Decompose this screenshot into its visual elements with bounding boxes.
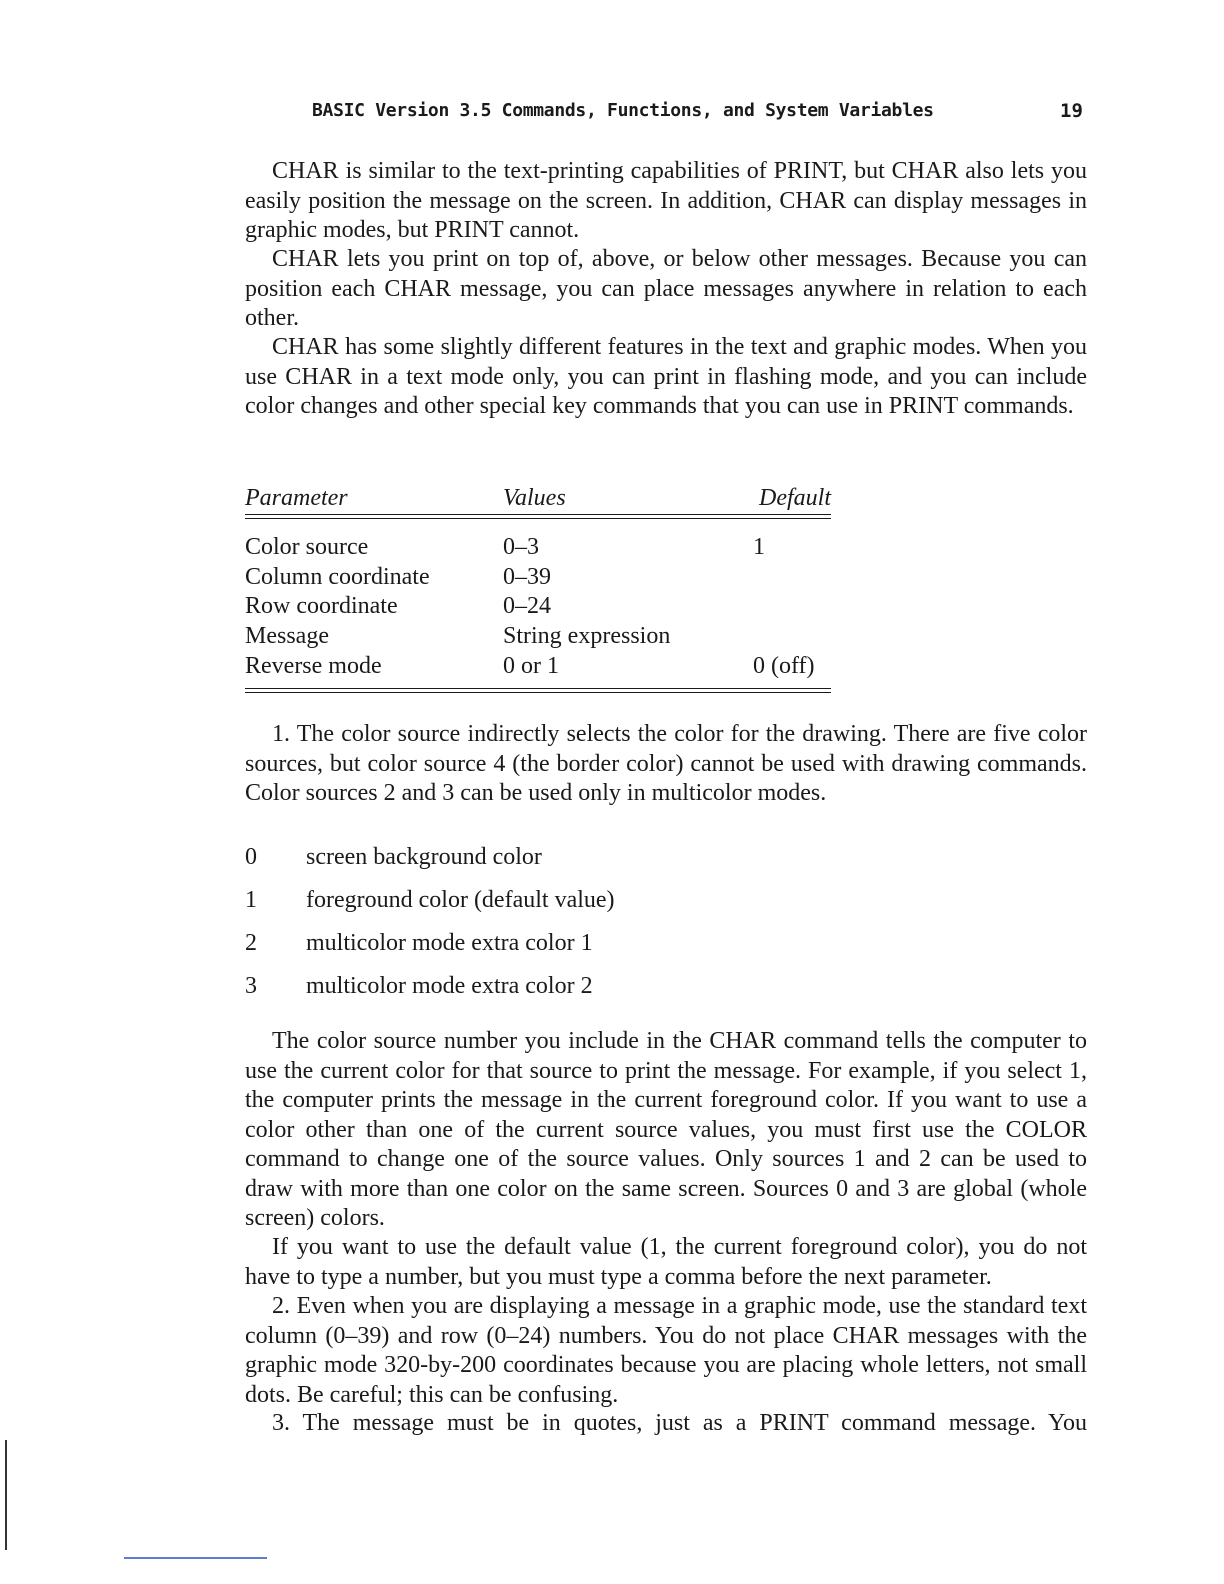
- table-header-row: [245, 478, 831, 515]
- cell-values: 0–3: [503, 534, 539, 561]
- cell-parameter: Message: [245, 623, 329, 650]
- color-source-number: 3: [245, 973, 257, 999]
- paragraph-char-position: CHAR lets you print on top of, above, or below other messages. Because you can position each CHAR message, you can place messages anywhere in relation to each other.: [245, 246, 1087, 331]
- header-values: Values: [503, 485, 566, 511]
- table-bottom-rule-2: [245, 692, 831, 693]
- cell-default: 0 (off): [753, 652, 815, 679]
- running-header: BASIC Version 3.5 Commands, Functions, and System Variables: [312, 100, 934, 121]
- note-3-message-quotes: 3. The message must be in quotes, just as a PRINT command message. You: [272, 1410, 1087, 1436]
- header-default: Default: [759, 485, 831, 511]
- list-item: [245, 836, 615, 879]
- cell-values: 0–24: [503, 593, 551, 620]
- page-number: 19: [1060, 100, 1083, 122]
- table-bottom-rule: [245, 688, 831, 689]
- color-source-description: multicolor mode extra color 2: [306, 973, 593, 999]
- list-item: [245, 965, 615, 1008]
- cell-parameter: Color source: [245, 534, 369, 561]
- paragraph-char-modes: CHAR has some slightly different features in the text and graphic modes. When you use CHAR in a text mode only, you can print in flashing mode, and you can include color changes and other special key commands that you can use in PRINT commands.: [245, 334, 1087, 419]
- color-source-list: [245, 836, 615, 1008]
- cell-parameter: Reverse mode: [245, 652, 382, 679]
- parameter-table: [245, 478, 831, 693]
- scan-margin-line: [5, 1440, 7, 1550]
- table-row: [245, 563, 831, 593]
- header-parameter: Parameter: [245, 485, 348, 511]
- cell-parameter: Column coordinate: [245, 563, 430, 590]
- color-source-description: foreground color (default value): [306, 887, 615, 913]
- cell-parameter: Row coordinate: [245, 593, 398, 620]
- color-source-description: screen background color: [306, 844, 542, 870]
- table-row: [245, 622, 831, 652]
- scan-edge-mark: [124, 1557, 267, 1559]
- table-row: [245, 651, 831, 681]
- cell-values: String expression: [503, 623, 671, 650]
- color-source-description: multicolor mode extra color 1: [306, 930, 593, 956]
- list-item: [245, 922, 615, 965]
- paragraph-char-intro: CHAR is similar to the text-printing capabilities of PRINT, but CHAR also lets you easily position the message on the screen. In addition, CHAR can display messages in graphic modes, but PRINT cannot.: [245, 158, 1087, 243]
- cell-values: 0–39: [503, 563, 551, 590]
- paragraph-color-source-number: The color source number you include in the CHAR command tells the computer to use the current color for that source to print the message. For example, if you select 1, the computer prints the message in the current foreground color. If you want to use a color other than one of the current source values, you must first use the COLOR command to change one of the source values. Only sources 1 and 2 can be used to draw with more than one color on the same screen. Sources 0 and 3 are global (whole screen) colors.: [245, 1028, 1087, 1231]
- cell-values: 0 or 1: [503, 652, 559, 679]
- list-item: [245, 879, 615, 922]
- table-row: [245, 533, 831, 563]
- color-source-number: 2: [245, 930, 257, 956]
- note-1-color-source: 1. The color source indirectly selects the color for the drawing. There are five color sources, but color source 4 (the border color) cannot be used with drawing commands. Color sources 2 and 3 can be used only in multicolor modes.: [245, 721, 1087, 806]
- color-source-number: 0: [245, 844, 257, 870]
- note-2-text-coordinates: 2. Even when you are displaying a message in a graphic mode, use the standard text column (0–39) and row (0–24) numbers. You do not place CHAR messages with the graphic mode 320-by-200 coordinates because you are placing whole letters, not small dots. Be careful; this can be confusing.: [245, 1293, 1087, 1408]
- table-row: [245, 592, 831, 622]
- color-source-number: 1: [245, 887, 257, 913]
- cell-default: 1: [753, 534, 765, 561]
- paragraph-default-value: If you want to use the default value (1, the current foreground color), you do not have to type a number, but you must type a comma before the next parameter.: [245, 1234, 1087, 1290]
